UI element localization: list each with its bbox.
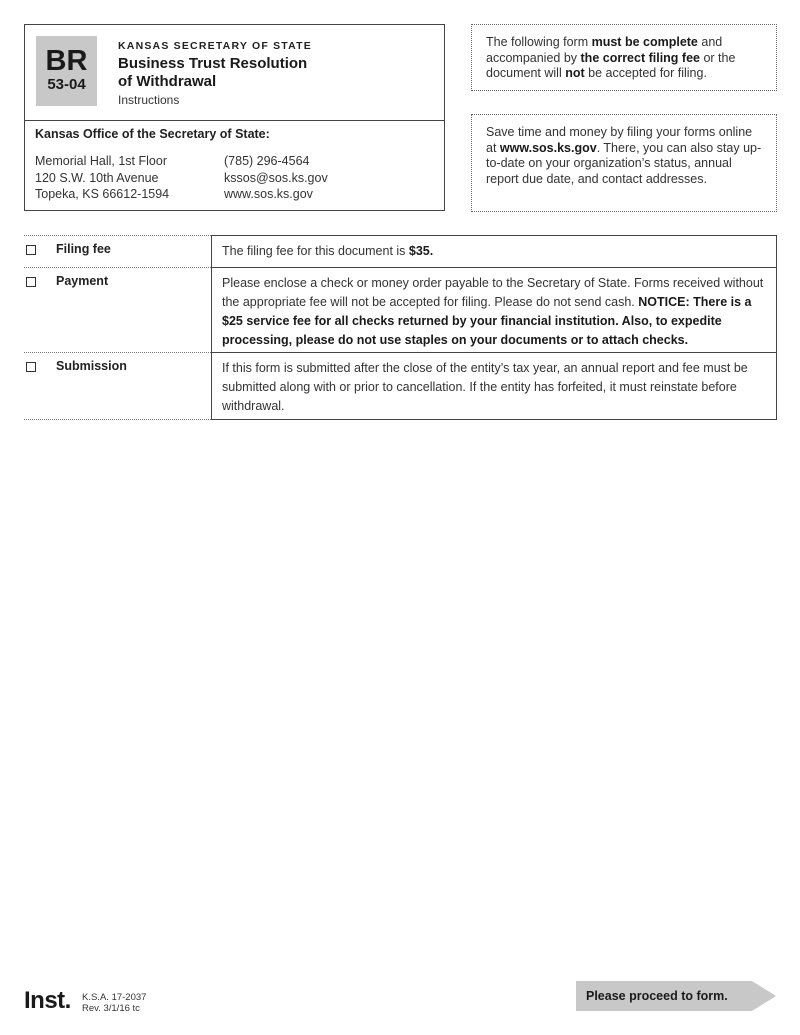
website-link[interactable]: www.sos.ks.gov	[499, 140, 597, 155]
checklist-row-submission	[24, 352, 777, 420]
office-heading: Kansas Office of the Secretary of State:	[35, 127, 270, 141]
checklist-description: Please enclose a check or money order payable to the Secretary of State. Forms received without the appropriate fee will not be accepted for filing. Please do not send cash. NOTICE: There is a $25 service fee for all checks returned by your financial institution. Also, to expedite processing, please do not use staples on your documents or to attach checks.	[211, 267, 777, 352]
online-filing-notice: Save time and money by filing your forms online at www.sos.ks.gov. There, you can also stay up-to-date on your organization’s status, annual report due date, and contact addresses.	[471, 114, 777, 212]
checkbox-icon[interactable]	[26, 245, 36, 255]
office-website[interactable]: www.sos.ks.gov	[224, 187, 313, 201]
address-line: Memorial Hall, 1st Floor	[35, 154, 167, 168]
office-address	[35, 153, 169, 203]
instructions-label: Inst.	[24, 987, 71, 1014]
office-email[interactable]: kssos@sos.ks.gov	[224, 170, 328, 185]
checklist-label: Submission	[56, 359, 127, 373]
proceed-to-form-button[interactable]	[576, 981, 776, 1011]
checklist-description: The filing fee for this document is $35.	[211, 235, 777, 267]
revision-date: Rev. 3/1/16 tc	[82, 1002, 140, 1014]
office-contact	[224, 153, 328, 203]
form-code-badge	[36, 36, 97, 106]
form-title-section	[25, 25, 444, 121]
completion-notice: The following form must be complete and accompanied by the correct filing fee or the document will not be accepted for filing.	[471, 24, 777, 91]
statute: K.S.A. 17-2037	[82, 992, 147, 1003]
address-line: 120 S.W. 10th Avenue	[35, 170, 159, 185]
agency-name: KANSAS SECRETARY OF STATE	[118, 40, 312, 52]
form-title-line1: Business Trust Resolution	[118, 55, 308, 72]
form-title	[118, 55, 307, 91]
form-header-box	[24, 24, 445, 211]
form-subtitle: Instructions	[118, 93, 180, 107]
checklist-row-filing-fee	[24, 235, 777, 267]
office-phone: (785) 296-4564	[224, 154, 310, 168]
checkbox-icon[interactable]	[26, 362, 36, 372]
checklist-label: Payment	[56, 274, 109, 288]
form-title-line2: of Withdrawal	[118, 73, 217, 90]
proceed-label: Please proceed to form.	[586, 989, 728, 1003]
checkbox-icon[interactable]	[26, 277, 36, 287]
instructions-checklist	[24, 235, 777, 420]
checklist-row-payment	[24, 267, 777, 352]
statute-reference	[82, 993, 146, 1014]
checklist-label: Filing fee	[56, 242, 111, 256]
checklist-description: If this form is submitted after the close of the entity’s tax year, an annual report and fee must be submitted along with or prior to cancellation. If the entity has forfeited, it must reinstate before withdrawal.	[211, 352, 777, 420]
form-number: 53-04	[47, 76, 86, 93]
form-code: BR	[45, 45, 88, 77]
address-line: Topeka, KS 66612-1594	[35, 187, 170, 201]
